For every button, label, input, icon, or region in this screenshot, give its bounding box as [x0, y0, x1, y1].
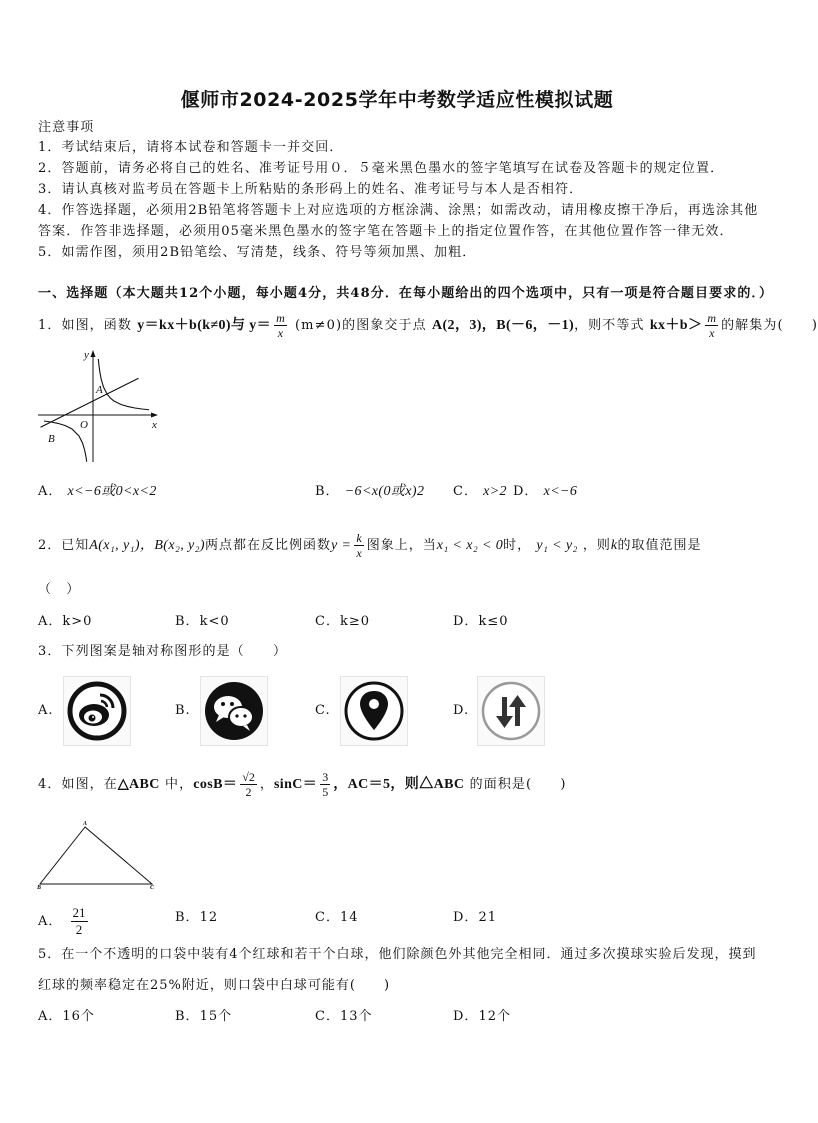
option-value: x<−6或0<x<2: [67, 484, 157, 499]
option-label: A．: [38, 1009, 63, 1024]
option-value: 14: [339, 910, 359, 925]
q4-text: ，: [259, 777, 274, 792]
option-value: k>0: [62, 614, 93, 629]
q2-condition: x₁ < x₂ < 0: [436, 538, 504, 553]
location-pin-icon: [340, 676, 408, 746]
y-axis-label: y: [84, 349, 89, 361]
q1-prefix: 1．如图，函数: [38, 318, 138, 333]
q4-sin: sinC＝: [273, 777, 318, 792]
hyperbola-upper-branch: [98, 359, 149, 410]
option-label: B．: [175, 1009, 200, 1024]
q1-option-c: [453, 482, 507, 502]
option-label: B．: [175, 910, 200, 925]
q4-fraction: [240, 771, 257, 798]
q2-option-a: [38, 612, 92, 632]
q2-prefix: 2．已知: [38, 538, 90, 553]
option-label: C．: [453, 484, 478, 499]
q4-condition: ，AC＝5，则: [333, 777, 420, 792]
wechat-icon: [200, 676, 268, 746]
fraction-denominator: 2: [75, 922, 83, 937]
y-axis-arrow: [91, 350, 96, 357]
q1-tail: 的解集为( ): [721, 318, 818, 333]
q2-option-b: [175, 612, 230, 632]
vertex-c-label: C: [150, 885, 155, 891]
option-label: C．: [315, 1009, 340, 1024]
q3-option-b-label: B.: [175, 703, 191, 718]
option-value: 12: [199, 910, 219, 925]
q2-points: A(x₁, y₁)，B(x₂, y₂): [89, 538, 205, 553]
option-label: D．: [453, 910, 479, 925]
q3-option-a-label: A.: [38, 703, 54, 718]
triangle-abc: [40, 827, 152, 884]
q1-points: A(2，3)，B(－6，－1): [431, 318, 575, 333]
question-5-stem-continued: 红球的频率稳定在25%附近，则口袋中白球可能有( ): [38, 978, 391, 993]
q3-option-d-label: D.: [453, 703, 470, 718]
q4-text: 中，: [159, 777, 194, 792]
q2-answer-paren: （ ）: [38, 582, 81, 597]
option-label: B．: [175, 614, 200, 629]
notice-item: 1．考试结束后，请将本试卷和答题卡一并交回．: [38, 140, 344, 155]
q1-fraction: [705, 312, 718, 339]
option-label: C．: [315, 614, 340, 629]
q2-option-d: [453, 612, 508, 632]
q1-text: (m≠0)的图象交于点: [289, 318, 432, 333]
q4-cos: cosB＝: [193, 777, 238, 792]
q1-function-graph: [36, 348, 166, 466]
point-a-label: A: [96, 384, 103, 396]
notice-item: 4．作答选择题，必须用2B铅笔将答题卡上对应选项的方框涂满、涂黑；如需改动，请用橡皮擦干净后，再选涂其他: [38, 203, 759, 218]
notice-item: 3．请认真核对监考员在答题卡上所粘贴的条形码上的姓名、准考证号与本人是否相符．: [38, 182, 584, 197]
question-5-stem: 5．在一个不透明的口袋中装有4个红球和若干个白球，他们除颜色外其他完全相同．通过多次摸球实验后发现，摸到: [38, 947, 757, 962]
q1-text: ，则不等式: [574, 318, 650, 333]
fraction-numerator: m: [276, 311, 285, 325]
q2-text: ，则: [582, 538, 611, 553]
option-label: C．: [315, 910, 340, 925]
option-label: A．: [38, 614, 63, 629]
q4-triangle: △ABC: [117, 777, 160, 792]
q5-option-c: [315, 1007, 373, 1027]
option-label: D．: [453, 1009, 479, 1024]
notice-heading: 注意事项: [38, 120, 95, 135]
q1-fraction: [274, 312, 287, 339]
fraction-numerator: 3: [322, 770, 329, 784]
origin-label: O: [80, 419, 88, 431]
q2-fraction: [354, 532, 363, 559]
q5-option-d: [453, 1007, 511, 1027]
linear-function-line: [41, 378, 139, 427]
point-b-label: B: [48, 433, 55, 445]
q4-prefix: 4．如图，在: [38, 777, 118, 792]
weibo-icon: [63, 676, 131, 746]
q4-triangle-figure: [36, 818, 158, 890]
option-value: k≤0: [478, 614, 509, 629]
option-label: B．: [315, 484, 340, 499]
q2-variable: k: [610, 538, 618, 553]
q4-option-c: [315, 908, 359, 928]
fraction-numerator: √2: [242, 770, 255, 784]
q4-tail: 的面积是( ): [464, 777, 567, 792]
q5-option-a: [38, 1007, 95, 1027]
fraction-numerator: 21: [72, 905, 86, 920]
option-value: 16个: [62, 1009, 95, 1024]
option-value: 21: [478, 910, 497, 925]
fraction-denominator: x: [356, 546, 362, 560]
q4-option-d: [453, 908, 497, 928]
option-value: −6<x(0或x)2: [344, 484, 425, 499]
q1-option-a: [38, 482, 157, 502]
q4-option-b: [175, 908, 218, 928]
question-3-stem: 3．下列图案是轴对称图形的是（ ）: [38, 644, 288, 659]
fraction-denominator: 2: [245, 785, 252, 799]
q2-condition: y₁ < y₂: [536, 538, 578, 553]
q2-tail: 的取值范围是: [617, 538, 702, 553]
q2-text: 图象上，当: [366, 538, 437, 553]
vertex-a-label: A: [83, 821, 88, 827]
section-heading: 一、选择题（本大题共12个小题，每小题4分，共48分．在每小题给出的四个选项中，只有一项是符合题目要求的．）: [38, 286, 774, 301]
fraction-denominator: 5: [322, 785, 329, 799]
vertex-b-label: B: [37, 885, 42, 891]
option-label: D．: [453, 614, 479, 629]
question-1-stem: [38, 312, 818, 339]
fraction-denominator: x: [277, 326, 284, 340]
q2-function: y =: [330, 538, 352, 553]
q5-option-b: [175, 1007, 232, 1027]
question-4-stem: [38, 771, 567, 798]
up-down-arrows-icon: [477, 676, 545, 746]
option-value: 15个: [199, 1009, 233, 1024]
q2-text: 时，: [503, 538, 532, 553]
x-axis-label: x: [152, 419, 157, 431]
option-value: 12个: [478, 1009, 511, 1024]
option-value: x<−6: [543, 484, 578, 499]
q1-option-b: [315, 482, 424, 502]
notice-item: 5．如需作图，须用2B铅笔绘、写清楚，线条、符号等须加黑、加粗．: [38, 245, 477, 260]
notice-item-continued: 答案．作答非选择题，必须用05毫米黑色墨水的签字笔在答题卡上的指定位置作答，在其他位置作答一律无效．: [38, 224, 734, 239]
q3-option-c-label: C.: [315, 703, 331, 718]
q4-triangle: △ABC: [419, 777, 465, 792]
option-value: x>2: [483, 484, 507, 499]
page-title: 偃师市2024-2025学年中考数学适应性模拟试题: [180, 89, 614, 111]
option-value: 13个: [339, 1009, 373, 1024]
fraction-denominator: x: [709, 326, 715, 340]
question-2-stem: [38, 532, 702, 559]
option-label: D．: [513, 484, 539, 499]
q2-text: 两点都在反比例函数: [204, 538, 331, 553]
q4-option-a: [38, 906, 91, 937]
option-value: k<0: [199, 614, 230, 629]
q1-inequality: kx＋b＞: [649, 318, 703, 333]
option-label: A．: [38, 484, 63, 499]
option-value: k≥0: [339, 614, 370, 629]
fraction-numerator: m: [707, 311, 717, 325]
q4-fraction: [320, 771, 330, 798]
notice-item: 2．答题前，请务必将自己的姓名、准考证号用０．５毫米黑色墨水的签字笔填写在试卷及答题卡的规定位置．: [38, 161, 725, 176]
option-fraction: [71, 906, 88, 937]
fraction-numerator: k: [356, 531, 362, 545]
x-axis-arrow: [151, 413, 158, 418]
q2-option-c: [315, 612, 370, 632]
q1-equation: y＝kx＋b(k≠0)与 y＝: [137, 318, 272, 333]
option-label: A．: [38, 914, 63, 929]
q1-option-d: [513, 482, 577, 502]
